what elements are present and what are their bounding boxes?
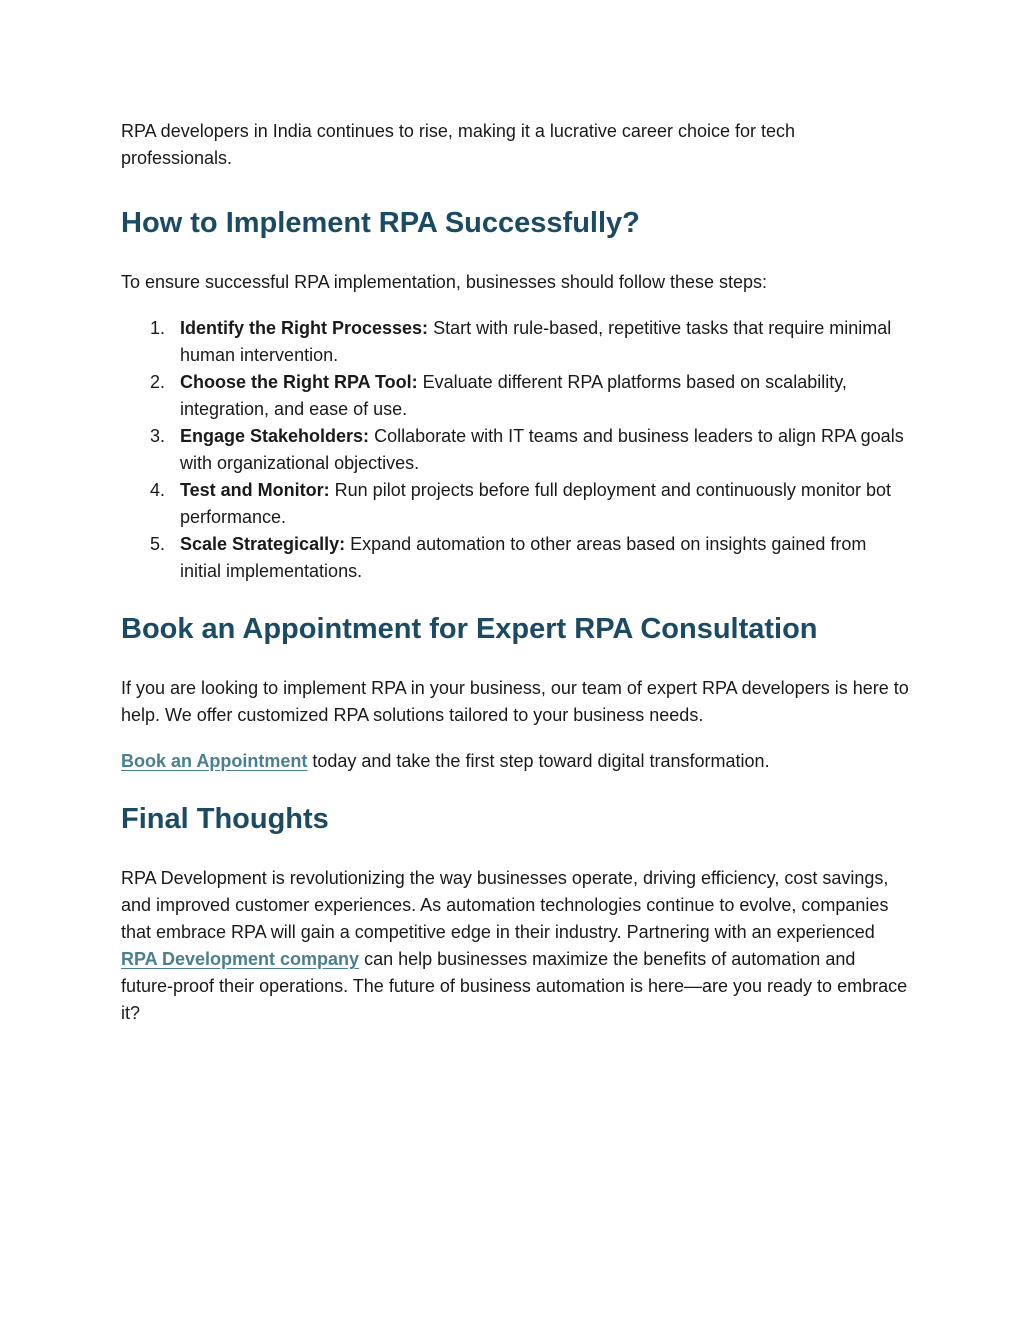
heading-implement-rpa: How to Implement RPA Successfully?	[121, 207, 640, 239]
list-item-title: Test and Monitor:	[180, 480, 330, 500]
heading-final-thoughts: Final Thoughts	[121, 803, 329, 835]
list-item-title: Choose the Right RPA Tool:	[180, 372, 418, 392]
final-text-before: RPA Development is revolutionizing the way businesses operate, driving efficiency, cost savings, and improved customer experiences. As automation technologies continue to evolve, companies that embrace RPA will gain a competitive edge in their industry. Partnering with an experienced	[121, 868, 889, 942]
final-text-after: can help businesses maximize the benefits of automation and future-proof their operations. The future of business automation is here—are you ready to embrace it?	[121, 949, 908, 1023]
list-item	[121, 369, 911, 423]
implementation-steps-list	[121, 315, 911, 585]
cta-paragraph	[121, 748, 911, 775]
list-item-text: Collaborate with IT teams and business leaders to align RPA goals with organizational objectives.	[180, 426, 904, 473]
rpa-development-company-link[interactable]: RPA Development company	[121, 949, 360, 969]
heading-book-appointment: Book an Appointment for Expert RPA Consultation	[121, 613, 818, 645]
steps-lead-paragraph: To ensure successful RPA implementation, businesses should follow these steps:	[121, 272, 768, 292]
list-item-number: 4.	[150, 480, 166, 500]
list-item-text: Start with rule-based, repetitive tasks that require minimal human intervention.	[180, 318, 892, 365]
list-item	[121, 531, 911, 585]
list-item	[121, 477, 911, 531]
list-item	[121, 423, 911, 477]
final-paragraph	[121, 865, 911, 1027]
intro-paragraph: RPA developers in India continues to rise, making it a lucrative career choice for tech professionals.	[121, 121, 796, 168]
list-item-title: Engage Stakeholders:	[180, 426, 370, 446]
list-item-number: 5.	[150, 534, 166, 554]
book-paragraph: If you are looking to implement RPA in your business, our team of expert RPA developers is here to help. We offer customized RPA solutions tailored to your business needs.	[121, 678, 909, 725]
list-item-title: Identify the Right Processes:	[180, 318, 429, 338]
list-item	[121, 315, 911, 369]
list-item-number: 3.	[150, 426, 166, 446]
list-item-text: Evaluate different RPA platforms based on scalability, integration, and ease of use.	[180, 372, 847, 419]
list-item-number: 1.	[150, 318, 166, 338]
cta-rest-text: today and take the first step toward digital transformation.	[307, 751, 770, 771]
list-item-text: Run pilot projects before full deployment and continuously monitor bot performance.	[180, 480, 891, 527]
document-page	[121, 118, 911, 1027]
list-item-title: Scale Strategically:	[180, 534, 346, 554]
list-item-number: 2.	[150, 372, 166, 392]
book-appointment-link[interactable]: Book an Appointment	[121, 751, 308, 771]
list-item-text: Expand automation to other areas based on insights gained from initial implementations.	[180, 534, 867, 581]
